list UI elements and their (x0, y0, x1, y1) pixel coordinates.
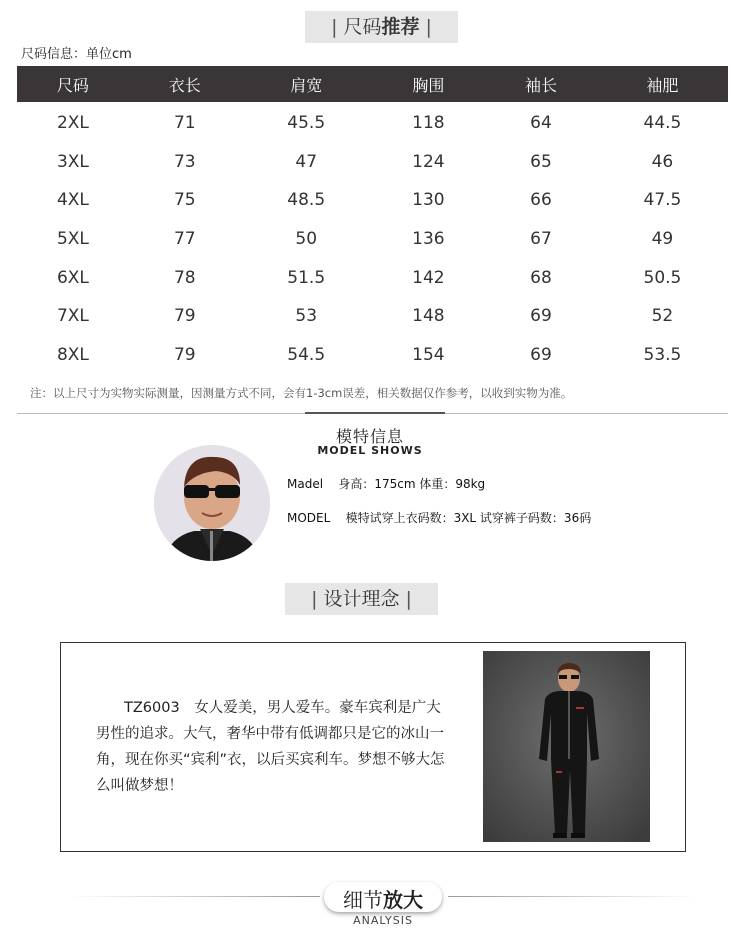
table-cell: 3XL (56, 151, 89, 172)
table-cell: 142 (412, 267, 445, 288)
table-row (17, 258, 728, 297)
table-row (17, 220, 728, 259)
table-cell: 77 (173, 229, 196, 250)
table-cell: 73 (173, 151, 196, 172)
size-title-prefix: 尺码 (343, 16, 382, 38)
title-bar-left: | (311, 588, 318, 610)
size-table (17, 66, 728, 374)
model-info-label: MODEL (287, 511, 331, 525)
table-cell: 53 (295, 306, 318, 327)
header-cell: 袖肥 (597, 66, 728, 102)
table-cell: 45.5 (287, 113, 326, 134)
header-cell: 衣长 (129, 66, 241, 102)
model-section-title: 模特信息 (335, 427, 404, 446)
model-section-subtitle: MODEL SHOWS (317, 444, 423, 457)
table-cell: 6XL (56, 267, 89, 288)
table-cell: 67 (530, 229, 552, 250)
table-cell: 148 (412, 306, 445, 327)
table-cell: 46 (651, 151, 674, 172)
product-photo-image (483, 651, 650, 842)
detail-title-bold: 放大 (383, 888, 423, 912)
table-cell: 71 (173, 113, 196, 134)
table-cell: 52 (651, 306, 674, 327)
table-cell: 78 (173, 267, 196, 288)
product-photo (483, 651, 650, 842)
design-title-text: 设计理念 (323, 588, 400, 610)
table-cell: 69 (530, 306, 552, 327)
table-row (17, 336, 728, 375)
model-avatar-icon (154, 445, 270, 561)
table-cell: 118 (412, 113, 445, 134)
table-row (17, 297, 728, 336)
table-cell: 79 (173, 306, 196, 327)
model-info-value: 模特试穿上衣码数：3XL 试穿裤子码数：36码 (345, 511, 592, 525)
table-cell: 136 (412, 229, 445, 250)
model-avatar (154, 445, 270, 561)
design-section-title (285, 583, 438, 615)
size-table-header (17, 66, 728, 102)
table-cell: 75 (173, 190, 196, 211)
size-section-title (305, 11, 458, 43)
detail-divider-left (70, 896, 320, 897)
header-cell: 胸围 (372, 66, 485, 102)
table-cell: 4XL (56, 190, 89, 211)
table-cell: 68 (530, 267, 552, 288)
table-cell: 154 (412, 344, 445, 365)
title-bar-left: | (331, 16, 338, 38)
table-cell: 130 (412, 190, 445, 211)
detail-divider-right (448, 896, 698, 897)
header-cell: 尺码 (17, 66, 129, 102)
model-info-value: 身高：175cm 体重：98kg (338, 477, 486, 491)
table-cell: 51.5 (287, 267, 326, 288)
table-row (17, 143, 728, 182)
unit-label: 尺码信息：单位cm (21, 47, 132, 62)
table-cell: 48.5 (287, 190, 326, 211)
table-cell: 79 (173, 344, 196, 365)
table-cell: 47 (295, 151, 318, 172)
table-cell: 2XL (56, 113, 89, 134)
table-cell: 44.5 (643, 113, 682, 134)
table-cell: 69 (530, 344, 552, 365)
header-cell: 袖长 (485, 66, 597, 102)
table-cell: 66 (530, 190, 552, 211)
table-row (17, 102, 728, 143)
detail-title-prefix: 细节 (343, 888, 383, 912)
title-bar-right: | (425, 16, 432, 38)
model-info-label: Madel (287, 477, 324, 491)
table-row (17, 181, 728, 220)
table-cell: 50.5 (643, 267, 682, 288)
table-cell: 5XL (56, 229, 89, 250)
model-info-line-2 (287, 509, 591, 526)
table-cell: 65 (530, 151, 552, 172)
design-description: TZ6003 女人爱美，男人爱车。豪车宾利是广大男性的追求。大气，奢华中带有低调都只是它的冰山一角，现在你买“宾利”衣，以后买宾利车。梦想不够大怎么叫做梦想！ (96, 700, 445, 794)
table-cell: 49 (651, 229, 674, 250)
table-cell: 54.5 (287, 344, 326, 365)
table-cell: 64 (530, 113, 552, 134)
section-divider-accent (305, 412, 445, 414)
table-cell: 7XL (56, 306, 89, 327)
table-cell: 50 (295, 229, 318, 250)
table-cell: 53.5 (643, 344, 682, 365)
detail-section-subtitle: ANALYSIS (353, 914, 413, 927)
header-cell: 肩宽 (241, 66, 372, 102)
table-cell: 47.5 (643, 190, 682, 211)
detail-section-title (324, 884, 442, 913)
title-bar-right: | (405, 588, 412, 610)
measurement-note: 注：以上尺寸为实物实际测量，因测量方式不同，会有1-3cm误差，相关数据仅作参考，以收到实物为准。 (30, 386, 573, 400)
table-cell: 8XL (56, 344, 89, 365)
table-cell: 124 (412, 151, 445, 172)
model-info-line-1 (287, 475, 485, 492)
size-title-bold: 推荐 (381, 16, 420, 38)
